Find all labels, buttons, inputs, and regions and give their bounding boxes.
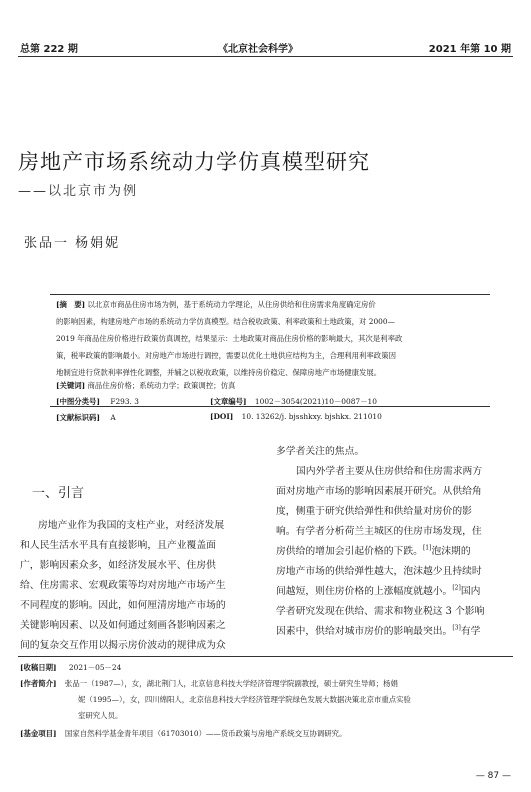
received-label: [收稿日期] bbox=[20, 663, 57, 672]
body-right-text-10a: 因素中，供给对城市房价的影响最突出。 bbox=[276, 626, 453, 637]
abstract-line-2: 的影响因素，构建房地产市场的系统动力学仿真模型。结合税收政策、利率政策和土地政策，对 2000— bbox=[56, 317, 395, 326]
clc-row bbox=[56, 396, 139, 407]
article-title: 房地产市场系统动力学仿真模型研究 bbox=[18, 150, 370, 174]
abstract-label: [摘 要] bbox=[56, 300, 86, 309]
header-issue: 总第 222 期 bbox=[20, 44, 78, 55]
body-right-line-1: 多学者关注的焦点。 bbox=[276, 446, 365, 457]
body-left-line-7: 间的复杂交互作用以揭示房价波动的规律成为众 bbox=[20, 640, 226, 651]
doi-row bbox=[210, 412, 382, 421]
body-right-text-8b: 国内 bbox=[460, 586, 481, 597]
fund-label: [基金项目] bbox=[20, 729, 57, 738]
received-date: 2021－05－24 bbox=[68, 663, 122, 672]
abstract-line-1 bbox=[56, 297, 488, 313]
body-left-line-4: 给、住房需求、宏观政策等均对房地产市场产生 bbox=[20, 580, 226, 591]
body-left-line-2: 和人民生活水平具有直接影响，且产业覆盖面 bbox=[20, 540, 216, 551]
fund-text: 国家自然科学基金青年项目（61703010）——货币政策与房地产系统交互协调研究。 bbox=[64, 729, 347, 738]
author-intro-line-2: 妮（1995—），女，四川绵阳人，北京信息科技大学经济管理学院绿色发展大数据决策北京市重点实验 bbox=[78, 695, 411, 704]
keywords-label: [关键词] bbox=[56, 381, 86, 390]
body-right-line-2: 国内外学者主要从住房供给和住房需求两方 bbox=[296, 466, 483, 477]
body-left-line-6: 关键影响因素、以及如何通过刻画各影响因素之 bbox=[20, 620, 226, 631]
body-right-line-4: 度，侧重于研究供给弹性和供给量对房价的影 bbox=[276, 506, 472, 517]
abstract-line-3: 2019 年商品住房价格进行政策仿真调控，结果显示：土地政策对商品住房价格的影响最大，其次是利率政 bbox=[56, 334, 403, 343]
body-right-text-8a: 间越短，则住房价格的上涨幅度就越小。 bbox=[276, 586, 453, 597]
author-intro-line-3: 室研究人员。 bbox=[78, 711, 123, 720]
section-heading-intro: 一、引言 bbox=[32, 486, 85, 501]
clc-value: F293. 3 bbox=[110, 397, 139, 406]
doc-code-row bbox=[56, 412, 116, 423]
abstract-text-1: 以北京市商品住房市场为例，基于系统动力学理论，从住房供给和住房需求角度确定房价 bbox=[87, 300, 376, 309]
footnote-received bbox=[20, 662, 121, 673]
keywords: 商品住房价格；系统动力学；政策调控；仿真 bbox=[87, 381, 236, 390]
author-intro-label: [作者简介] bbox=[20, 679, 57, 688]
article-no-row bbox=[210, 396, 377, 407]
keywords-row bbox=[56, 380, 235, 391]
body-right-line-10 bbox=[276, 623, 480, 637]
clc-label: [中图分类号] bbox=[56, 397, 100, 406]
page-number: — 87 — bbox=[475, 771, 511, 781]
body-right-line-5: 响。有学者分析荷兰主城区的住房市场发现，住 bbox=[276, 526, 482, 537]
doc-code-value: A bbox=[110, 413, 116, 422]
footnote-rule bbox=[18, 656, 513, 657]
body-left-line-1: 房地产业作为我国的支柱产业，对经济发展 bbox=[38, 520, 225, 531]
article-no-label: [文章编号] bbox=[210, 397, 247, 406]
author-intro-line-1: 张品一（1987—），女，湖北荆门人，北京信息科技大学经济管理学院副教授，硕士研究生导师；杨娟 bbox=[64, 679, 398, 688]
citation-ref-3: [3] bbox=[452, 624, 461, 632]
article-no-value: 1002－3054(2021)10－0087－10 bbox=[254, 397, 377, 406]
footnote-fund bbox=[20, 728, 346, 739]
footnote-author-1 bbox=[20, 678, 398, 689]
doi-label: [DOI] bbox=[210, 412, 234, 421]
body-right-text-6a: 房供给的增加会引起价格的下跌。 bbox=[276, 546, 423, 557]
citation-ref-2: [2] bbox=[452, 584, 461, 592]
citation-ref-1: [1] bbox=[422, 544, 432, 552]
body-right-text-10b: 有学 bbox=[460, 626, 481, 637]
abstract-line-4: 策，税率政策的影响最小。对房地产市场进行调控，需要以优化土地供应结构为主，合理利用利率政策因 bbox=[56, 351, 396, 360]
body-right-line-7: 房地产市场的供给弹性越大，泡沫越少且持续时 bbox=[276, 566, 482, 577]
body-left-line-5: 不同程度的影响。因此，如何厘清房地产市场的 bbox=[20, 600, 226, 611]
body-right-text-6b: 泡沫期的 bbox=[431, 546, 471, 557]
header-rule bbox=[18, 56, 513, 57]
body-right-line-6 bbox=[276, 543, 471, 557]
body-right-line-9: 学者研究发现在供给、需求和物业税这 3 个影响 bbox=[276, 606, 485, 617]
body-left-line-3: 广，影响因素众多，如经济发展水平、住房供 bbox=[20, 560, 216, 571]
article-authors: 张品一 杨娟妮 bbox=[24, 236, 121, 251]
body-right-line-8 bbox=[276, 583, 480, 597]
header-year-issue: 2021 年第 10 期 bbox=[428, 44, 511, 55]
abstract-line-5: 地制宜进行贷款利率弹性化调整，并辅之以税收政策，以维持房价稳定、保障房地产市场健康发展。 bbox=[56, 368, 382, 377]
body-right-line-3: 面对房地产市场的影响因素展开研究。从供给角 bbox=[276, 486, 482, 497]
doi-value: 10. 13262/j. bjsshkxy. bjshkx. 211010 bbox=[241, 412, 382, 421]
doc-code-label: [文献标识码] bbox=[56, 413, 100, 422]
article-subtitle: ——以北京市为例 bbox=[18, 184, 139, 199]
header-journal: 《北京社会科学》 bbox=[218, 44, 298, 55]
